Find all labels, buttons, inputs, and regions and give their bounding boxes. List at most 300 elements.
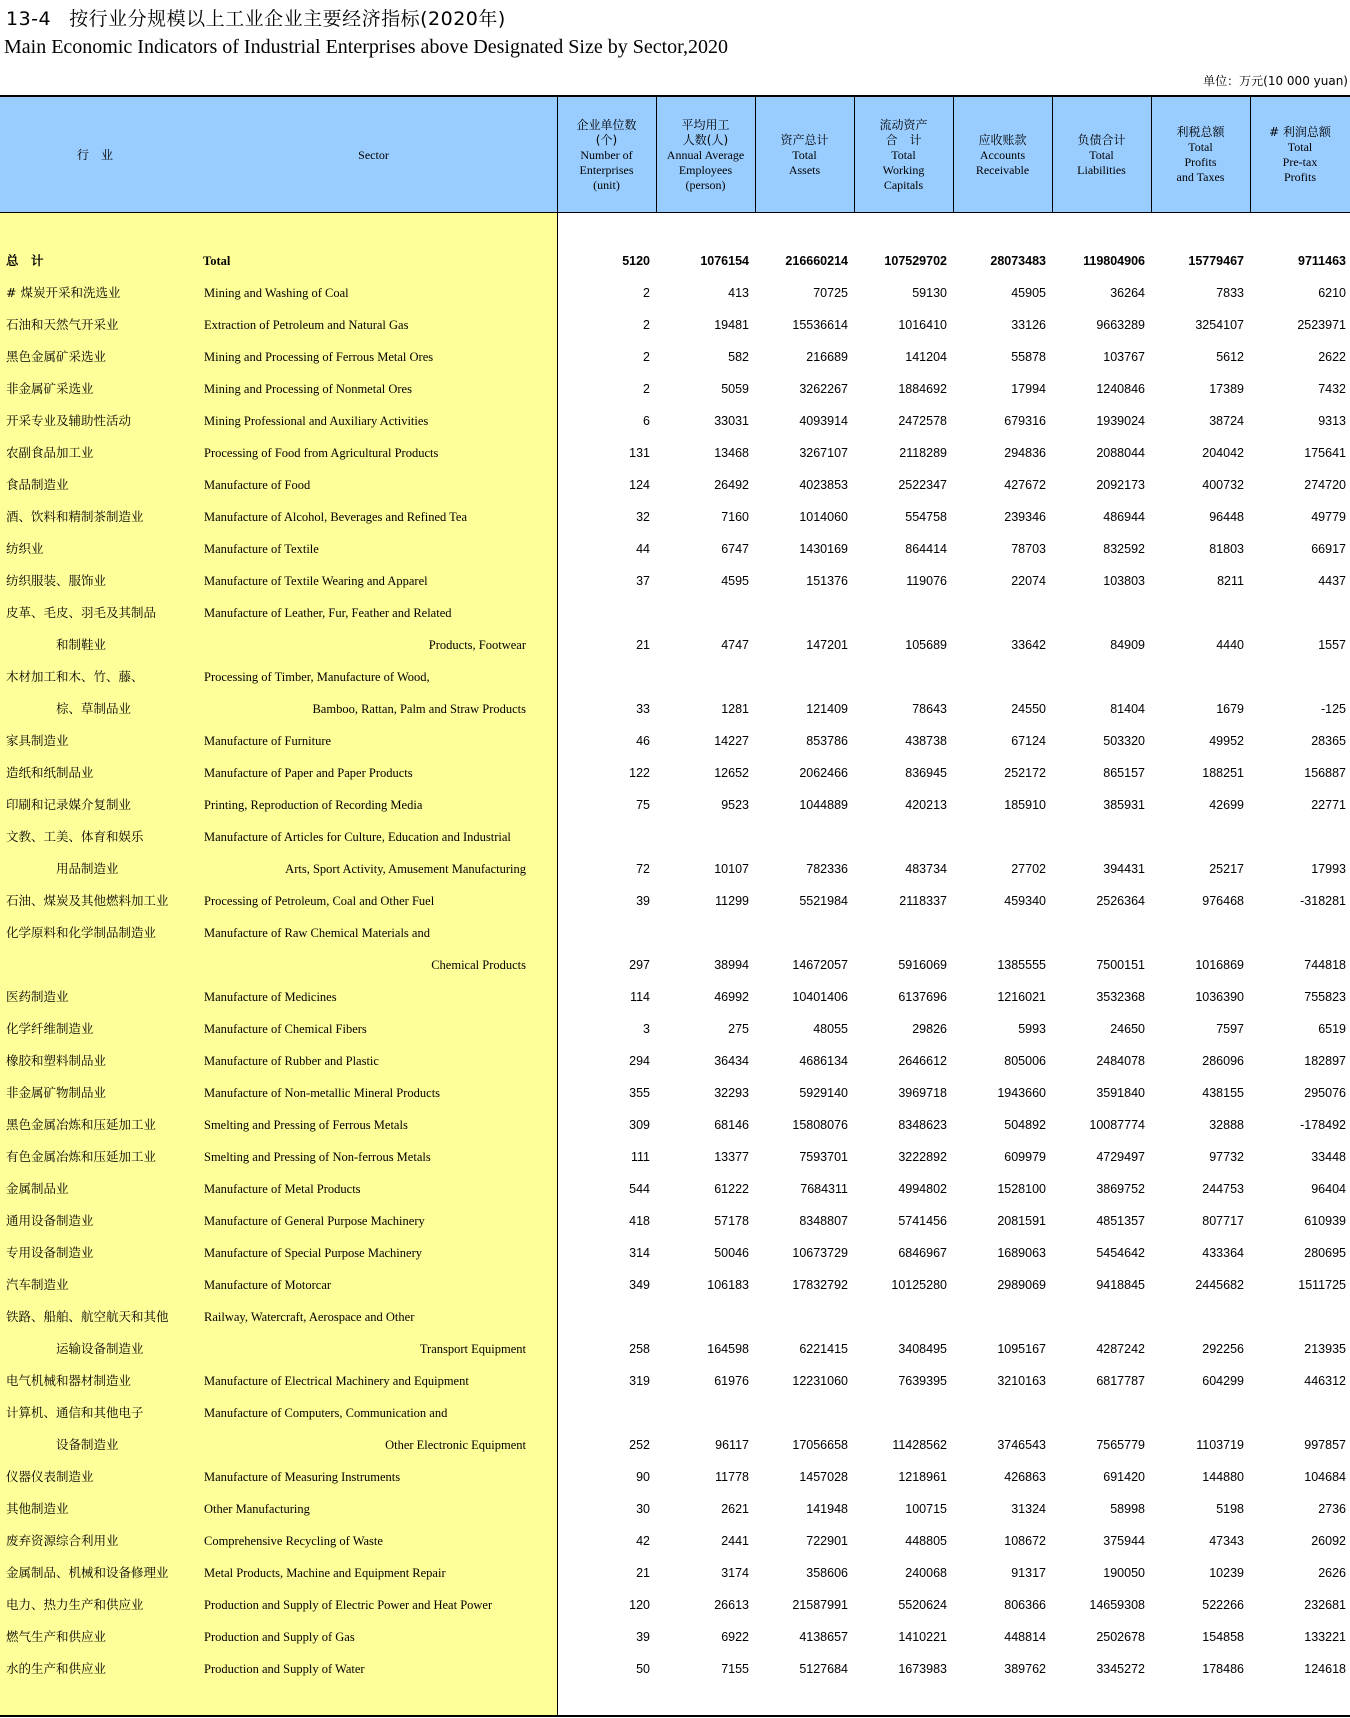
cell-value: 2062466 — [799, 766, 848, 780]
cell-value: 2736 — [1318, 1502, 1346, 1516]
column-header-en: Total Liabilities — [1077, 147, 1126, 177]
cell-value: 426863 — [1004, 1470, 1046, 1484]
cell-value: 4729497 — [1096, 1150, 1145, 1164]
cell-value: 141204 — [905, 350, 947, 364]
sector-name-zh: 酒、饮料和精制茶制造业 — [6, 509, 144, 524]
cell-value: 182897 — [1304, 1054, 1346, 1068]
cell-value: 5993 — [1018, 1022, 1046, 1036]
table-row — [0, 917, 1350, 949]
cell-value: 11778 — [715, 1470, 749, 1484]
cell-value: 375944 — [1103, 1534, 1145, 1548]
cell-value: 19481 — [714, 318, 749, 332]
cell-value: 3254107 — [1195, 318, 1244, 332]
cell-value: 6922 — [721, 1630, 749, 1644]
cell-value: 154858 — [1202, 1630, 1244, 1644]
table-title-en: Main Economic Indicators of Industrial Enterprises above Designated Size by Sector,2020 — [4, 36, 729, 58]
cell-value: 503320 — [1103, 734, 1145, 748]
cell-value: 3267107 — [799, 446, 848, 460]
cell-value: 3 — [643, 1022, 650, 1036]
cell-value: 81803 — [1209, 542, 1244, 556]
column-header-zh: 流动资产 合 计 — [879, 117, 928, 147]
cell-value: 32293 — [714, 1086, 749, 1100]
cell-value: 7155 — [721, 1662, 749, 1676]
cell-value: 2472578 — [898, 414, 947, 428]
cell-value: 1884692 — [898, 382, 947, 396]
cell-value: 6846967 — [898, 1246, 947, 1260]
cell-value: 7160 — [721, 510, 749, 524]
cell-value: 3222892 — [898, 1150, 947, 1164]
cell-value: 14227 — [714, 734, 749, 748]
cell-value: 17994 — [1011, 382, 1046, 396]
column-header-zh: 企业单位数 (个) — [576, 117, 637, 147]
table-title-zh — [6, 4, 506, 31]
cell-value: 1281 — [721, 702, 749, 716]
cell-value: 61976 — [714, 1374, 749, 1388]
sector-name-zh: 电力、热力生产和供应业 — [6, 1597, 144, 1612]
column-header-en: Total Assets — [788, 147, 821, 177]
cell-value: 190050 — [1103, 1566, 1145, 1580]
cell-value: 33031 — [714, 414, 749, 428]
table-row — [0, 597, 1350, 629]
table-row — [0, 373, 1350, 405]
cell-value: 78643 — [912, 702, 947, 716]
table-row — [0, 757, 1350, 789]
cell-value: 609979 — [1004, 1150, 1046, 1164]
cell-value: 11428562 — [892, 1438, 947, 1452]
column-header-zh: 应收账款 — [978, 132, 1027, 147]
cell-value: 17993 — [1311, 862, 1346, 876]
cell-value: 50 — [636, 1662, 650, 1676]
table-row — [0, 1013, 1350, 1045]
cell-value: 252 — [629, 1438, 650, 1452]
cell-value: 2 — [643, 286, 650, 300]
cell-value: 10087774 — [1089, 1118, 1145, 1132]
cell-value: 42699 — [1209, 798, 1244, 812]
bottom-rule — [0, 1715, 1350, 1717]
sector-name-en: Processing of Petroleum, Coal and Other Fuel — [204, 894, 435, 908]
cell-value: 807717 — [1202, 1214, 1244, 1228]
cell-value: 240068 — [905, 1566, 947, 1580]
cell-value: 1076154 — [700, 254, 749, 268]
sector-name-zh: 和制鞋业 — [56, 637, 107, 652]
cell-value: 7597 — [1216, 1022, 1244, 1036]
sector-name-zh: 废弃资源综合利用业 — [6, 1533, 119, 1548]
cell-value: 1673983 — [898, 1662, 947, 1676]
cell-value: 32 — [636, 510, 650, 524]
cell-value: 610939 — [1304, 1214, 1346, 1228]
sector-name-en: Manufacture of Computers, Communication and — [204, 1406, 448, 1420]
table-row — [0, 437, 1350, 469]
cell-value: 4440 — [1216, 638, 1244, 652]
sector-name-en: Manufacture of Furniture — [204, 734, 332, 748]
cell-value: 5520624 — [898, 1598, 947, 1612]
cell-value: 582 — [728, 350, 749, 364]
cell-value: 24550 — [1011, 702, 1046, 716]
cell-value: 17832792 — [792, 1278, 848, 1292]
cell-value: 1016410 — [898, 318, 947, 332]
cell-value: 319 — [629, 1374, 650, 1388]
cell-value: 3591840 — [1096, 1086, 1145, 1100]
cell-value: 433364 — [1202, 1246, 1244, 1260]
cell-value: 258 — [629, 1342, 650, 1356]
cell-value: 84909 — [1110, 638, 1145, 652]
cell-value: 119804906 — [1083, 254, 1145, 268]
cell-value: 120 — [629, 1598, 650, 1612]
sector-name-en: Mining and Processing of Nonmetal Ores — [204, 382, 412, 396]
cell-value: 1528100 — [997, 1182, 1046, 1196]
table-row — [0, 341, 1350, 373]
cell-value: 6137696 — [898, 990, 947, 1004]
sector-name-en: Manufacture of Non-metallic Mineral Products — [204, 1086, 441, 1100]
sector-name-zh: 橡胶和塑料制品业 — [6, 1053, 107, 1068]
sector-name-zh: 通用设备制造业 — [6, 1213, 94, 1228]
sector-name-en: Manufacture of Alcohol, Beverages and Refined Tea — [204, 510, 468, 524]
column-header-1 — [190, 97, 557, 213]
cell-value: 1511725 — [1298, 1278, 1346, 1292]
cell-value: 6519 — [1318, 1022, 1346, 1036]
sector-name-en: Production and Supply of Electric Power and Heat Power — [204, 1598, 493, 1612]
sector-name-en: Other Electronic Equipment — [385, 1438, 526, 1452]
cell-value: 3969718 — [898, 1086, 947, 1100]
cell-value: 292256 — [1202, 1342, 1244, 1356]
cell-value: 4138657 — [799, 1630, 848, 1644]
cell-value: 66917 — [1311, 542, 1346, 556]
sector-name-en: Chemical Products — [431, 958, 526, 972]
cell-value: 2081591 — [997, 1214, 1046, 1228]
cell-value: 1943660 — [997, 1086, 1046, 1100]
sector-name-en: Manufacture of Rubber and Plastic — [204, 1054, 379, 1068]
cell-value: 400732 — [1202, 478, 1244, 492]
cell-value: 17056658 — [792, 1438, 848, 1452]
cell-value: 38994 — [714, 958, 749, 972]
cell-value: 6747 — [721, 542, 749, 556]
table-row — [0, 1205, 1350, 1237]
sector-name-zh: 农副食品加工业 — [6, 445, 94, 460]
cell-value: 2118289 — [899, 446, 947, 460]
cell-value: 2646612 — [898, 1054, 947, 1068]
sector-name-zh: 食品制造业 — [6, 477, 69, 492]
sector-name-zh: 化学纤维制造业 — [6, 1021, 94, 1036]
cell-value: 178486 — [1202, 1662, 1244, 1676]
cell-value: 156887 — [1304, 766, 1346, 780]
cell-value: 1216021 — [997, 990, 1046, 1004]
sector-name-en: Transport Equipment — [419, 1342, 526, 1356]
cell-value: 836945 — [905, 766, 947, 780]
header-divider — [1052, 97, 1053, 213]
cell-value: 2989069 — [997, 1278, 1046, 1292]
cell-value: 2088044 — [1096, 446, 1145, 460]
column-header-3 — [656, 97, 755, 213]
sector-name-en: Metal Products, Machine and Equipment Repair — [204, 1566, 446, 1580]
cell-value: 5059 — [721, 382, 749, 396]
sector-name-en: Mining Professional and Auxiliary Activities — [204, 414, 429, 428]
cell-value: 45905 — [1011, 286, 1046, 300]
column-header-en: Number of Enterprises (unit) — [579, 147, 634, 192]
cell-value: 33642 — [1011, 638, 1046, 652]
cell-value: 8348623 — [898, 1118, 947, 1132]
table-row — [0, 1077, 1350, 1109]
cell-value: 204042 — [1202, 446, 1244, 460]
cell-value: 3345272 — [1096, 1662, 1145, 1676]
cell-value: 10125280 — [891, 1278, 947, 1292]
table-row — [0, 693, 1350, 725]
cell-value: 48055 — [813, 1022, 848, 1036]
cell-value: 6210 — [1318, 286, 1346, 300]
cell-value: 976468 — [1202, 894, 1244, 908]
cell-value: 2622 — [1318, 350, 1346, 364]
cell-value: 1939024 — [1096, 414, 1145, 428]
cell-value: 36264 — [1110, 286, 1145, 300]
table-row — [0, 981, 1350, 1013]
cell-value: 131 — [629, 446, 650, 460]
cell-value: 679316 — [1004, 414, 1046, 428]
cell-value: 7833 — [1216, 286, 1244, 300]
cell-value: 1679 — [1216, 702, 1244, 716]
cell-value: 185910 — [1004, 798, 1046, 812]
cell-value: 8211 — [1217, 574, 1244, 588]
cell-value: 554758 — [905, 510, 947, 524]
cell-value: -318281 — [1300, 894, 1346, 908]
sector-name-zh: 电气机械和器材制造业 — [6, 1373, 132, 1388]
cell-value: 10673729 — [792, 1246, 848, 1260]
cell-value: 100715 — [905, 1502, 947, 1516]
cell-value: 10401406 — [792, 990, 848, 1004]
cell-value: 107529702 — [884, 254, 947, 268]
cell-value: 5929140 — [799, 1086, 848, 1100]
cell-value: 2522347 — [898, 478, 947, 492]
column-header-zh: 利税总额 — [1176, 125, 1225, 139]
cell-value: 33 — [636, 702, 650, 716]
sector-name-en: Manufacture of Measuring Instruments — [204, 1470, 401, 1484]
column-header-en: Total Working Capitals — [882, 147, 925, 192]
total-row — [0, 245, 1350, 277]
cell-value: 121409 — [806, 702, 848, 716]
cell-value: 448814 — [1004, 1630, 1046, 1644]
cell-value: 6221415 — [799, 1342, 848, 1356]
cell-value: 691420 — [1103, 1470, 1145, 1484]
cell-value: 1016869 — [1195, 958, 1244, 972]
cell-value: 21587991 — [792, 1598, 848, 1612]
cell-value: 1240846 — [1096, 382, 1145, 396]
table-row — [0, 1493, 1350, 1525]
cell-value: 2 — [643, 318, 650, 332]
cell-value: 108672 — [1004, 1534, 1046, 1548]
cell-value: 864414 — [905, 542, 947, 556]
table-row — [0, 1237, 1350, 1269]
table-row — [0, 885, 1350, 917]
cell-value: 9523 — [721, 798, 749, 812]
cell-value: 46 — [636, 734, 650, 748]
cell-value: 722901 — [806, 1534, 848, 1548]
table-row — [0, 789, 1350, 821]
sector-name-en: Manufacture of Food — [204, 478, 311, 492]
cell-value: 122 — [629, 766, 650, 780]
table-row — [0, 821, 1350, 853]
cell-value: 446312 — [1304, 1374, 1346, 1388]
cell-value: 57178 — [714, 1214, 749, 1228]
cell-value: 806366 — [1004, 1598, 1046, 1612]
sector-name-en: Manufacture of Raw Chemical Materials and — [204, 926, 430, 940]
cell-value: 3262267 — [799, 382, 848, 396]
cell-value: 26492 — [714, 478, 749, 492]
table-row — [0, 1365, 1350, 1397]
cell-value: 111 — [630, 1150, 650, 1164]
sector-name-zh: 医药制造业 — [6, 989, 69, 1004]
cell-value: 3532368 — [1096, 990, 1145, 1004]
cell-value: 27702 — [1011, 862, 1046, 876]
cell-value: 1218961 — [898, 1470, 947, 1484]
cell-value: 2445682 — [1195, 1278, 1244, 1292]
sector-name-zh: 木材加工和木、竹、藤、 — [6, 669, 144, 684]
sector-name-zh: 开采专业及辅助性活动 — [6, 413, 132, 428]
cell-value: 75 — [636, 798, 650, 812]
cell-value: 295076 — [1304, 1086, 1346, 1100]
sector-name-en: Manufacture of Paper and Paper Products — [204, 766, 413, 780]
cell-value: 39 — [636, 1630, 650, 1644]
sector-name-zh: 造纸和纸制品业 — [6, 765, 94, 780]
sector-name-en: Other Manufacturing — [204, 1502, 310, 1516]
cell-value: 1457028 — [799, 1470, 848, 1484]
sector-name-en: Railway, Watercraft, Aerospace and Other — [204, 1310, 415, 1324]
cell-value: 4994802 — [898, 1182, 947, 1196]
table-row — [0, 1557, 1350, 1589]
sector-name-zh: 石油、煤炭及其他燃料加工业 — [6, 893, 169, 908]
sector-name-en: Manufacture of Motorcar — [204, 1278, 332, 1292]
header-divider — [854, 97, 855, 213]
cell-value: 5127684 — [799, 1662, 848, 1676]
cell-value: 50046 — [714, 1246, 749, 1260]
cell-value: 68146 — [714, 1118, 749, 1132]
sector-name-en: Printing, Reproduction of Recording Media — [204, 798, 423, 812]
sector-name-en: Processing of Food from Agricultural Products — [204, 446, 439, 460]
cell-value: 522266 — [1202, 1598, 1244, 1612]
cell-value: 744818 — [1304, 958, 1346, 972]
cell-value: 544 — [629, 1182, 650, 1196]
sector-name-zh: 纺织业 — [6, 541, 44, 556]
cell-value: 385931 — [1103, 798, 1145, 812]
sector-name-zh: 棕、草制品业 — [56, 701, 132, 716]
cell-value: 14672057 — [792, 958, 848, 972]
cell-value: 5120 — [622, 254, 650, 268]
cell-value: 141948 — [806, 1502, 848, 1516]
sector-name-zh: 黑色金属冶炼和压延加工业 — [6, 1117, 157, 1132]
cell-value: 7432 — [1318, 382, 1346, 396]
column-header-zh: # 利润总额 — [1269, 125, 1331, 139]
column-header-en: Accounts Receivable — [975, 147, 1030, 177]
sector-name-zh: 非金属矿采选业 — [6, 381, 94, 396]
cell-value: 239346 — [1004, 510, 1046, 524]
cell-value: 33448 — [1311, 1150, 1346, 1164]
cell-value: 4747 — [721, 638, 749, 652]
cell-value: 2626 — [1318, 1566, 1346, 1580]
cell-value: 12231060 — [792, 1374, 848, 1388]
table-row — [0, 1333, 1350, 1365]
cell-value: 483734 — [905, 862, 947, 876]
cell-value: 286096 — [1202, 1054, 1244, 1068]
column-header-0 — [0, 97, 190, 213]
sector-name-en: Processing of Timber, Manufacture of Wood, — [204, 670, 430, 684]
table-row — [0, 1269, 1350, 1301]
cell-value: 2118337 — [899, 894, 947, 908]
cell-value: -178492 — [1300, 1118, 1346, 1132]
table-row — [0, 1045, 1350, 1077]
table-row — [0, 1397, 1350, 1429]
cell-value: 1430169 — [799, 542, 848, 556]
column-header-9 — [1250, 97, 1350, 213]
cell-value: 15536614 — [792, 318, 848, 332]
cell-value: 2441 — [721, 1534, 749, 1548]
column-header-zh: 平均用工 人数(人) — [681, 117, 730, 147]
column-header-5 — [854, 97, 953, 213]
cell-value: 7639395 — [898, 1374, 947, 1388]
cell-value: 2484078 — [1096, 1054, 1145, 1068]
table-row — [0, 853, 1350, 885]
table-row — [0, 661, 1350, 693]
column-header-6 — [953, 97, 1052, 213]
column-header-en: Total Pre-tax Profits — [1282, 140, 1318, 184]
column-header-8 — [1151, 97, 1250, 213]
sector-name-zh: 金属制品业 — [6, 1181, 69, 1196]
sector-name-en: Production and Supply of Gas — [204, 1630, 355, 1644]
sector-name-zh: 其他制造业 — [6, 1501, 69, 1516]
cell-value: 782336 — [806, 862, 848, 876]
sector-name-zh: 家具制造业 — [6, 733, 69, 748]
table-row — [0, 469, 1350, 501]
cell-value: 105689 — [905, 638, 947, 652]
cell-value: 31324 — [1011, 1502, 1046, 1516]
sector-name-en: Manufacture of General Purpose Machinery — [204, 1214, 425, 1228]
sector-name-zh: 皮革、毛皮、羽毛及其制品 — [6, 605, 157, 620]
cell-value: 72 — [636, 862, 650, 876]
table-row — [0, 1109, 1350, 1141]
column-header-en: Annual Average Employees (person) — [666, 147, 745, 192]
cell-value: 1689063 — [997, 1246, 1046, 1260]
cell-value: 1557 — [1318, 638, 1346, 652]
sector-name-zh: 印刷和记录媒介复制业 — [6, 797, 132, 812]
sector-name-en: Products, Footwear — [428, 638, 526, 652]
cell-value: 2621 — [721, 1502, 749, 1516]
table-row — [0, 949, 1350, 981]
header-divider — [656, 97, 657, 213]
cell-value: 9313 — [1318, 414, 1346, 428]
column-header-2 — [557, 97, 656, 213]
cell-value: 853786 — [806, 734, 848, 748]
cell-value: 1385555 — [997, 958, 1046, 972]
sector-name-en: Manufacture of Leather, Fur, Feather and Related — [204, 606, 452, 620]
cell-value: 2526364 — [1096, 894, 1145, 908]
cell-value: 28073483 — [990, 254, 1046, 268]
sector-name-en: Manufacture of Textile Wearing and Apparel — [204, 574, 428, 588]
cell-value: 244753 — [1202, 1182, 1244, 1196]
cell-value: 1095167 — [997, 1342, 1046, 1356]
cell-value: 275 — [728, 1022, 749, 1036]
cell-value: 58998 — [1110, 1502, 1145, 1516]
cell-value: 294836 — [1004, 446, 1046, 460]
sector-name-zh: # 煤炭开采和洗选业 — [6, 285, 121, 300]
sector-name-zh: 非金属矿物制品业 — [6, 1085, 107, 1100]
cell-value: 119076 — [906, 574, 947, 588]
cell-value: 3746543 — [997, 1438, 1046, 1452]
cell-value: 805006 — [1004, 1054, 1046, 1068]
cell-value: 3174 — [721, 1566, 749, 1580]
sector-name-en: Manufacture of Articles for Culture, Education and Industrial — [204, 830, 511, 844]
cell-value: 124618 — [1304, 1662, 1346, 1676]
column-header-en: Total Profits and Taxes — [1176, 140, 1225, 184]
cell-value: 4851357 — [1096, 1214, 1145, 1228]
sector-name-zh: 纺织服装、服饰业 — [6, 573, 107, 588]
cell-value: 26092 — [1311, 1534, 1346, 1548]
cell-value: 9711463 — [1298, 254, 1346, 268]
